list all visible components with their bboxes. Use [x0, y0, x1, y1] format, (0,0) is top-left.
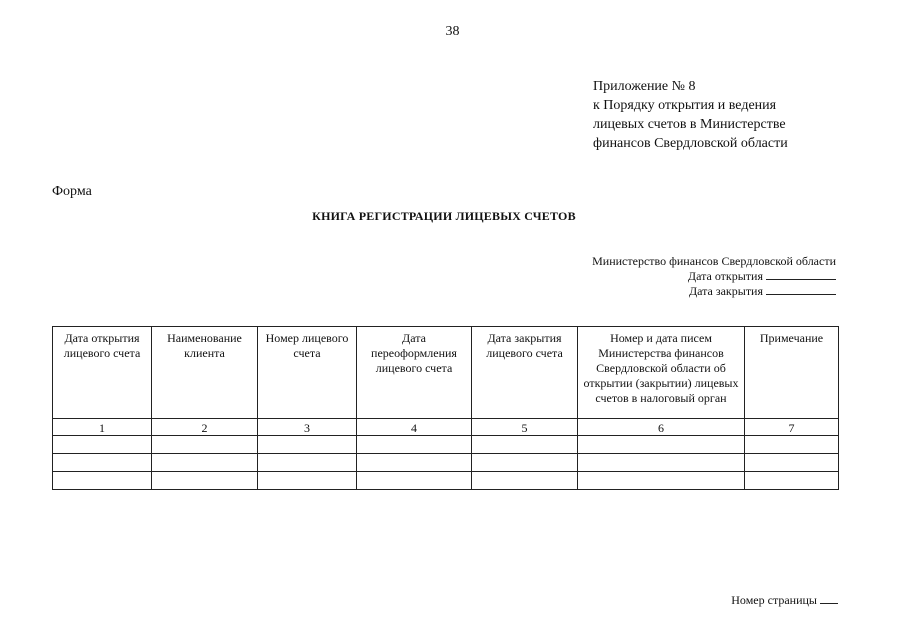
table-cell: [745, 454, 839, 472]
table-cell: [472, 454, 578, 472]
column-number: 6: [578, 419, 745, 436]
ministry-meta: [592, 254, 836, 299]
ministry-name: Министерство финансов Свердловской области: [592, 254, 836, 268]
column-number: 5: [472, 419, 578, 436]
table-cell: [578, 472, 745, 490]
close-date-row: [592, 284, 836, 299]
page-number: 38: [445, 24, 460, 39]
table-cell: [357, 454, 472, 472]
table-row: [53, 436, 839, 454]
header-close-date: Дата закрытия лицевого счета: [472, 327, 578, 419]
table-cell: [745, 436, 839, 454]
column-number: 2: [152, 419, 258, 436]
registration-table: [52, 326, 839, 490]
header-client-name: Наименование клиента: [152, 327, 258, 419]
table-cell: [53, 436, 152, 454]
table-cell: [472, 472, 578, 490]
table-row: [53, 454, 839, 472]
appendix-line: лицевых счетов в Министерстве: [593, 117, 786, 132]
page-number-label: Номер страницы: [731, 593, 817, 607]
form-label: Форма: [52, 184, 92, 199]
open-date-blank: [766, 269, 836, 280]
appendix-line: к Порядку открытия и ведения: [593, 98, 777, 113]
appendix-line: финансов Свердловской области: [593, 136, 788, 151]
open-date-label: Дата открытия: [687, 269, 763, 283]
table-cell: [53, 472, 152, 490]
table-cell: [152, 454, 258, 472]
header-note: Примечание: [745, 327, 839, 419]
column-number: 1: [53, 419, 152, 436]
appendix-line: Приложение № 8: [593, 79, 696, 94]
header-account-number: Номер лицевого счета: [258, 327, 357, 419]
header-open-date: Дата открытия лицевого счета: [53, 327, 152, 419]
appendix-reference: [593, 77, 788, 153]
page-number-blank: [820, 593, 838, 604]
table-cell: [152, 472, 258, 490]
close-date-label: Дата закрытия: [688, 284, 763, 298]
header-reissue-date: Дата переоформления лицевого счета: [357, 327, 472, 419]
column-number: 4: [357, 419, 472, 436]
table-cell: [578, 454, 745, 472]
open-date-row: [592, 269, 836, 284]
table-cell: [357, 436, 472, 454]
table-cell: [258, 454, 357, 472]
column-number: 7: [745, 419, 839, 436]
table-row: [53, 472, 839, 490]
column-number-row: [53, 419, 839, 436]
table-cell: [258, 436, 357, 454]
table-cell: [578, 436, 745, 454]
column-number: 3: [258, 419, 357, 436]
document-title: КНИГА РЕГИСТРАЦИИ ЛИЦЕВЫХ СЧЕТОВ: [312, 209, 576, 223]
table-cell: [152, 436, 258, 454]
header-letters: Номер и дата писем Министерства финансов Свердловской области об открытии (закрытии) лицевых счетов в налоговый орган: [578, 327, 745, 419]
table-cell: [745, 472, 839, 490]
header-row: [53, 327, 839, 419]
table-cell: [258, 472, 357, 490]
table-cell: [53, 454, 152, 472]
table-cell: [472, 436, 578, 454]
table-cell: [357, 472, 472, 490]
close-date-blank: [766, 284, 836, 295]
page-number-field: [731, 593, 838, 608]
